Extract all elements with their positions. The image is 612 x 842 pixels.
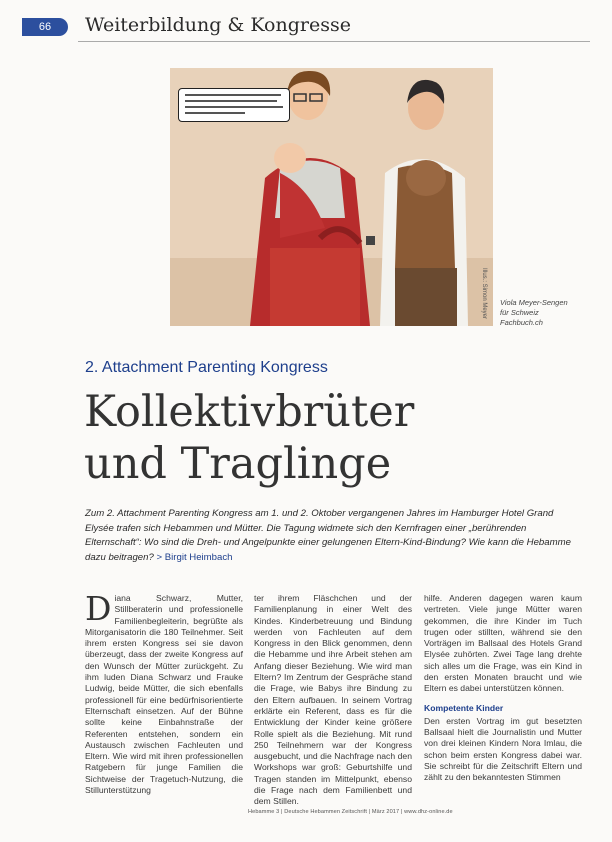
speech-bubble <box>178 88 290 122</box>
drop-cap: D <box>85 589 112 628</box>
lead-text: Zum 2. Attachment Parenting Kongress am 1. und 2. Oktober vergangenen Jahres im Hamburger Hotel Grand Elysée trafen sich Hebammen und Mütter. Die Tagung widmete sich den Kernfragen einer „berührenden Elternschaft“: Wo sind die Dreh- und Angelpunkte einer gelungenen Eltern-Kind-Bindung? Wie kann die Hebamme dazu beitragen? <box>85 508 571 563</box>
section-title: Weiterbildung & Kongresse <box>85 14 351 36</box>
article-headline <box>84 386 584 490</box>
headline-line-1: Kollektivbrüter <box>84 387 415 437</box>
author-byline: > Birgit Heimbach <box>156 551 233 563</box>
image-caption: Viola Meyer-Sengen für Schweiz Fachbuch.ch <box>500 298 568 327</box>
body-column-1 <box>85 589 243 796</box>
bubble-text-line <box>185 100 277 102</box>
header-divider <box>78 41 590 42</box>
subheading: Kompetente Kinder <box>424 702 504 713</box>
column-3-text-continued: Den ersten Vortrag im gut besetzten Ballsaal hielt die Journalistin und Mutter von drei kleinen Kindern Nora Imlau, die schon beim ersten Kongress dabei war. Sie schreibt für die Zeitschrift Eltern und zählt zu den bekanntesten Stimmen <box>424 715 582 783</box>
bubble-text-line <box>185 94 281 96</box>
page-number: 66 <box>22 18 68 36</box>
column-3-text: hilfe. Anderen dagegen waren kaum vertreten. Viele junge Mütter waren gekommen, die ihre Kinder im Tuch trugen oder stillten, während sie den Vorträgen im Ballsaal des Hotels Grand Elysée zuhörten. Zwei Tage lang drehte sich alles um die Frage, was ein Kind in den ersten Monaten braucht und wie Eltern es dabei unterstützen können. <box>424 593 582 694</box>
body-column-3 <box>424 593 582 783</box>
headline-line-2: und Traglinge <box>84 439 392 489</box>
column-1-text: iana Schwarz, Mutter, Stillberaterin und professionelle Familienbegleiterin, begrüßte als Mitorganisatorin die 180 Teilnehmer. Seit ihrem ersten Kongress sei sie davon überzeugt, dass der zweite Kongress auf den Wunsch der Mütter zurückgeht. Zu ihm luden Diana Schwarz und Frauke Ludwig, beide Mütter, die sich ebenfalls professionell für eine bedürfnisorientierte Elternschaft einsetzen. Auf der Bühne sollte keine Einbahnstraße der Referenten entstehen, sondern ein Austausch zwischen Fachleuten und Eltern. Wie wird mit ihren professionellen Ratgebern für junge Familien die Sichtweise der Tragetuch-Nutzung, die Stillunterstützung <box>85 593 243 796</box>
bubble-text-line <box>185 112 245 114</box>
article-lead <box>85 507 582 565</box>
body-column-2 <box>254 593 412 808</box>
page-footer: Hebamme 3 | Deutsche Hebammen Zeitschrift | März 2017 | www.dhz-online.de <box>248 809 453 815</box>
illustration-credit: Illus.: Simon Meyer <box>481 268 487 320</box>
article-kicker: 2. Attachment Parenting Kongress <box>85 359 328 376</box>
column-2-text: ter ihrem Fläschchen und der Familienplanung in einer Welt des Kindes. Kinderbetreuung und Bindung werden von Fachleuten auf dem Kongress in den Blick genommen, denn die Hebamme und ihre Arbeit stehen am Anfang dieser Beziehung. Wie wird man Eltern? Im Zentrum der Gespräche stand die Frage, wie Babys ihre Bindung zu den Eltern aufbauen. In seinem Vortrag erklärte ein Referent, dass es für die Entwicklung der Kinder keine größere Rolle spielt als die Beziehung. Mit rund 250 Teilnehmern war der Kongress ausgebucht, und die Nachfrage nach den Workshops war groß: Geburtshilfe und Tragen standen im Mittelpunkt, ebenso die Frage nach dem Familienbett und dem Stillen. <box>254 593 412 807</box>
illustration-two-mothers-carrying-babies <box>170 68 493 326</box>
page-header <box>0 12 612 40</box>
bubble-text-line <box>185 106 283 108</box>
